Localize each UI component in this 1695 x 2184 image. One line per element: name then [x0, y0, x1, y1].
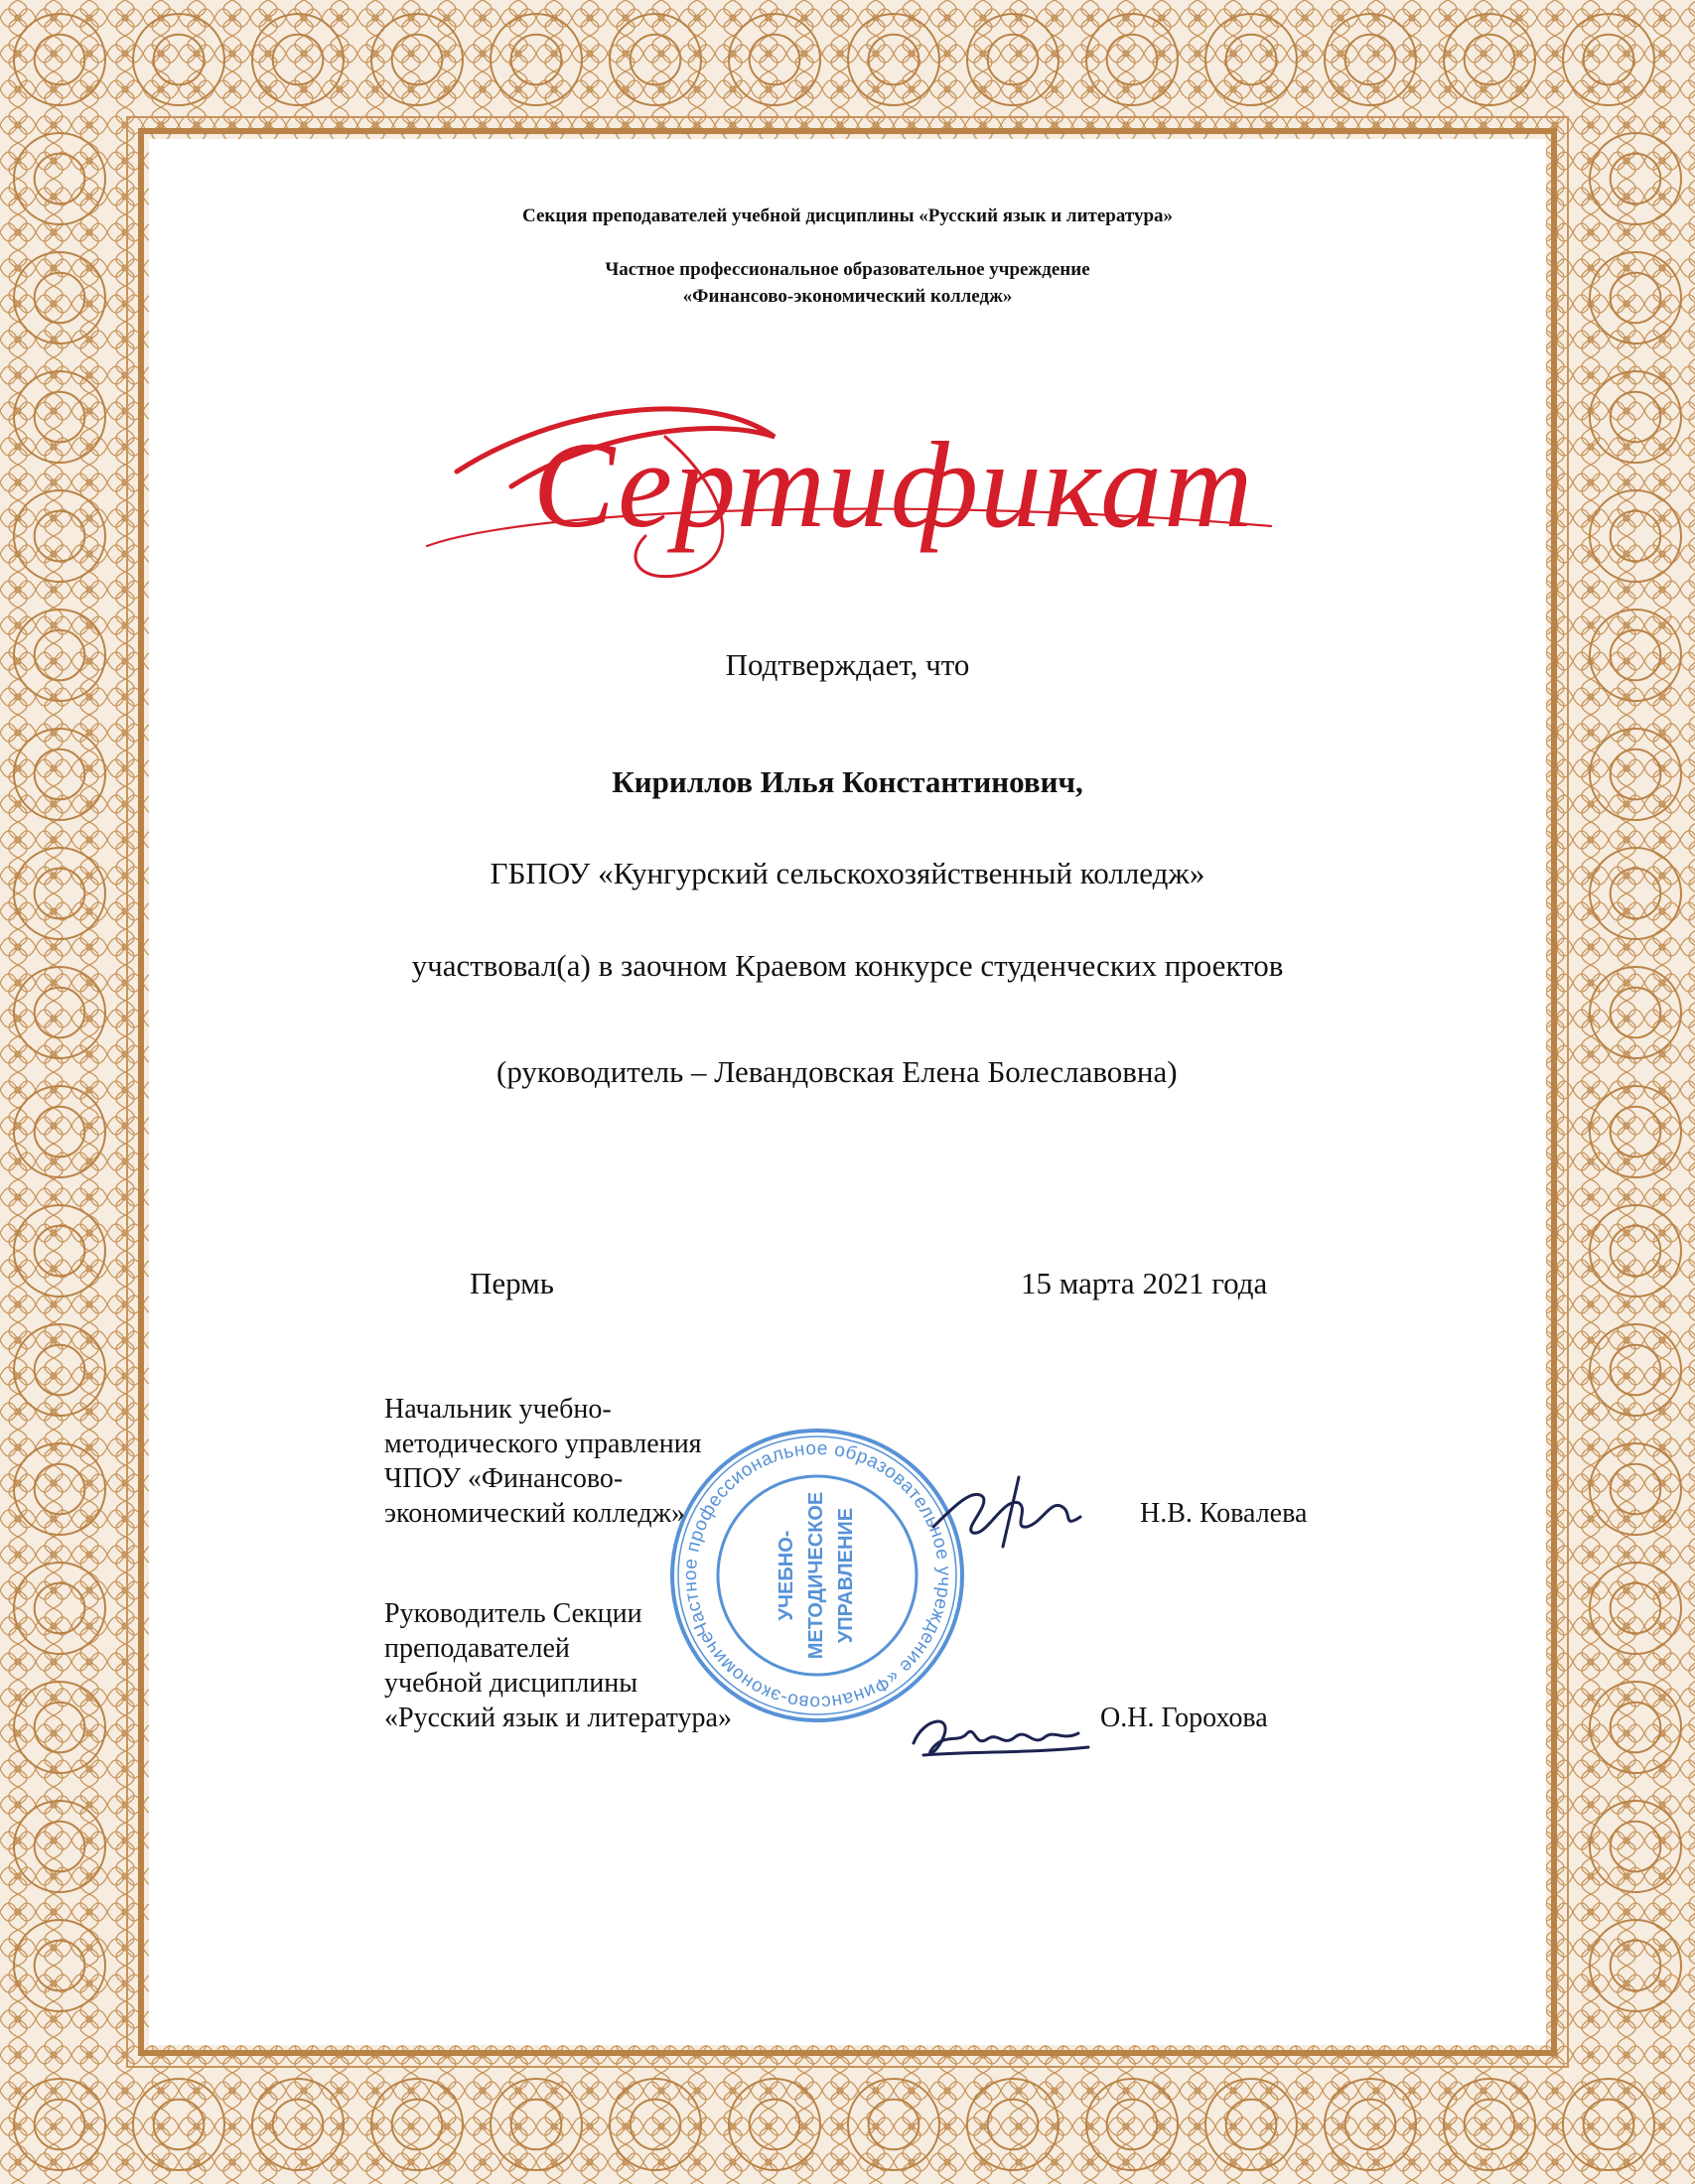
- stamp-inner-line-3: УПРАВЛЕНИЕ: [835, 1507, 857, 1644]
- certificate-title-text: Сертификат: [532, 417, 1255, 553]
- signature-2: [904, 1704, 1092, 1773]
- date: 15 марта 2021 года: [1021, 1266, 1268, 1300]
- recipient-organization: ГБПОУ «Кунгурский сельскохозяйственный колледж»: [490, 856, 1205, 890]
- participation-text: участвовал(а) в заочном Краевом конкурсе студенческих проектов: [411, 948, 1284, 983]
- signatory-2-title: Руководитель Секции преподавателей учебной дисциплины «Русский язык и литература»: [384, 1598, 732, 1733]
- stamp-inner-line-2: МЕТОДИЧЕСКОЕ: [805, 1491, 827, 1660]
- signatory-1-name: Н.В. Ковалева: [1140, 1498, 1308, 1529]
- place: Пермь: [470, 1266, 554, 1300]
- signatory-2-name: О.Н. Горохова: [1100, 1703, 1268, 1733]
- supervisor-text: (руководитель – Левандовская Елена Болеславовна): [496, 1054, 1178, 1089]
- institution-line-2: «Финансово-экономический колледж»: [682, 286, 1013, 307]
- signature-1: [923, 1467, 1092, 1557]
- confirms-text: Подтверждает, что: [725, 647, 970, 682]
- institution-line-1: Частное профессиональное образовательное учреждение: [605, 259, 1090, 280]
- signatory-1-title: Начальник учебно- методического управления ЧПОУ «Финансово- экономический колледж»: [384, 1394, 702, 1529]
- stamp-inner-line-1: УЧЕБНО-: [776, 1530, 797, 1621]
- recipient-name: Кириллов Илья Константинович,: [612, 764, 1083, 799]
- certificate-title: [417, 377, 1291, 606]
- stamp-outer-text: Частное профессиональное образовательное учреждение «Финансово-экономический: [679, 1437, 955, 1713]
- section-heading: Секция преподавателей учебной дисциплины «Русский язык и литература»: [521, 205, 1174, 226]
